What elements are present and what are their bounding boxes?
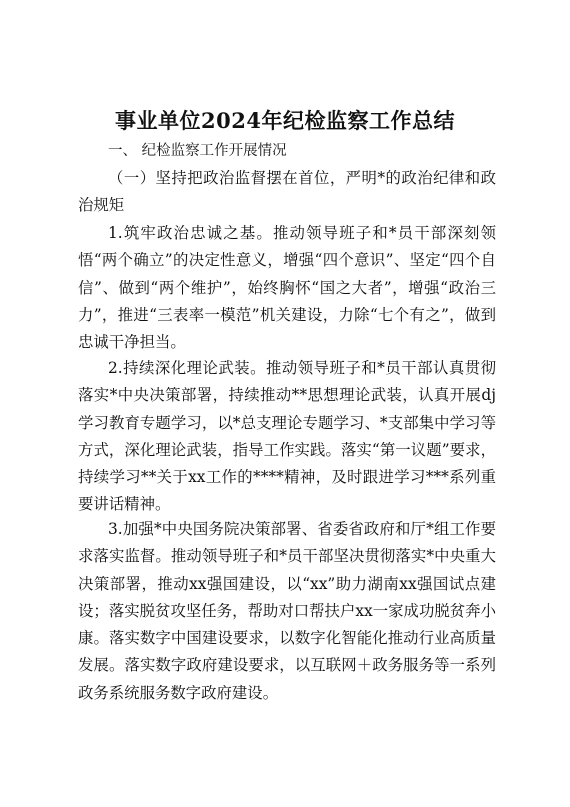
paragraph-2: 2.持续深化理论武装。推动领导班子和*员干部认真贯彻落实*中央决策部署，持续推动**思想理论武装，认真开展dj学习教育专题学习，以*总支理论专题学习、*支部集中学习等方式，深化理论武装，指导工作实践。落实“第一议题”要求，持续学习**关于xx工作的****精神，及时跟进学习***系列重要讲话精神。 bbox=[78, 359, 496, 514]
paragraph-1: 1.筑牢政治忠诚之基。推动领导班子和*员干部深刻领悟“两个确立”的决定性意义，增强“四个意识”、坚定“四个自信”、做到“两个维护”，始终胸怀“国之大者”，增强“政治三力”，推进“三表率一模范”机关建设，力除“七个有之”，做到忠诚干净担当。 bbox=[78, 224, 496, 352]
document-title: 事业单位2024年纪检监察工作总结 bbox=[115, 108, 455, 133]
section-heading: 一、 纪检监察工作开展情况 bbox=[108, 143, 287, 159]
subsection-heading: （一）坚持把政治监督摆在首位，严明*的政治纪律和政治规矩 bbox=[78, 169, 496, 215]
paragraph-3: 3.加强*中央国务院决策部署、省委省政府和厅*组工作要求落实监督。推动领导班子和*员干部坚决贯彻落实*中央重大决策部署，推动xx强国建设，以“xx”助力湖南xx强国试点建设；落实脱贫攻坚任务，帮助对口帮扶户xx一家成功脱贫奔小康。落实数字中国建设要求，以数字化智能化推动行业高质量发展。落实数字政府建设要求，以互联网＋政务服务等一系列政务系统服务数字政府建设。 bbox=[78, 520, 496, 702]
